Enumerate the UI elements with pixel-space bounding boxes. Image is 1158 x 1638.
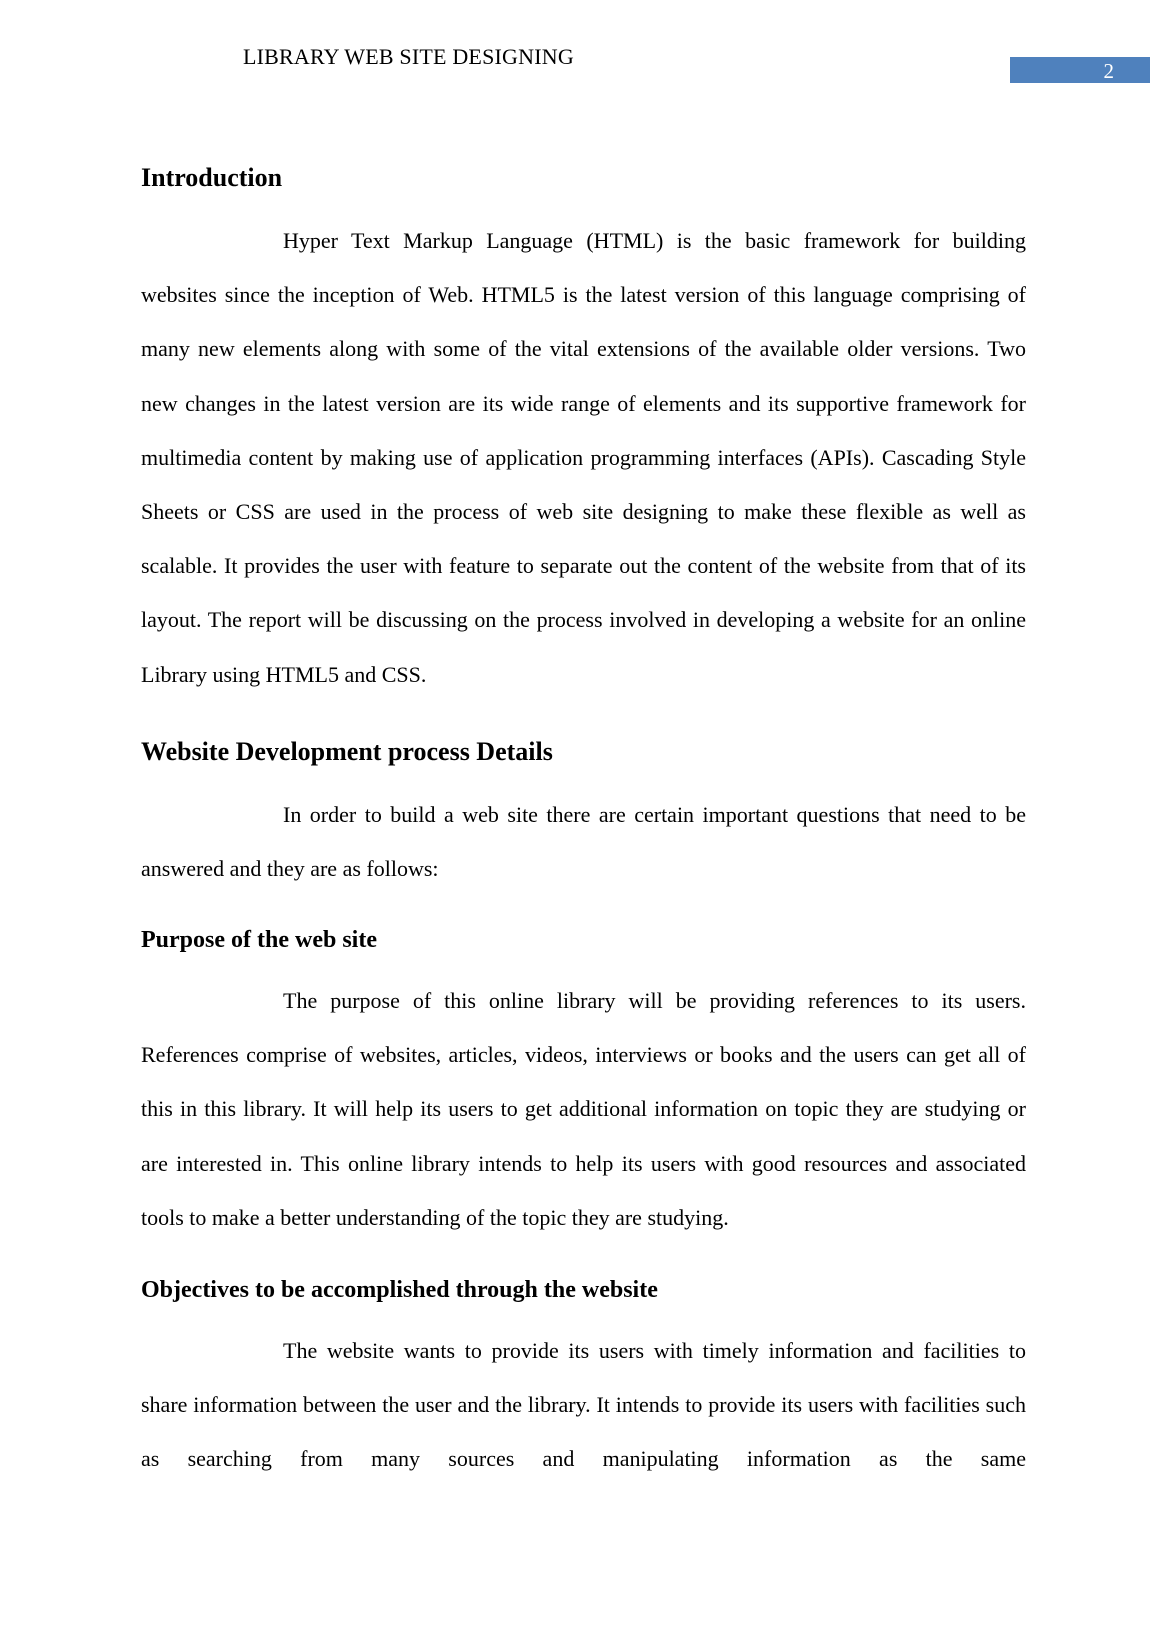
introduction-paragraph: Hyper Text Markup Language (HTML) is the basic framework for building websites since the inception of Web. HTML5 is the latest version of this language comprising of many new elements along with some of the vital extensions of the available older versions. Two new changes in the latest version are its wide range of elements and its supportive framework for multimedia content by making use of application programming interfaces (APIs). Cascading Style Sheets or CSS are used in the process of web site designing to make these flexible as well as scalable. It provides the user with feature to separate out the content of the website from that of its layout. The report will be discussing on the process involved in developing a website for an online Library using HTML5 and CSS. [141, 228, 1026, 687]
objectives-heading: Objectives to be accomplished through the website [141, 1277, 658, 1303]
development-paragraph: In order to build a web site there are certain important questions that need to be answered and they are as follows: [141, 802, 1026, 882]
introduction-heading: Introduction [141, 163, 283, 192]
purpose-paragraph: The purpose of this online library will be providing references to its users. References comprise of websites, articles, videos, interviews or books and the users can get all of this in this library. It will help its users to get additional information on topic they are studying or are interested in. This online library intends to help its users with good resources and associated tools to make a better understanding of the topic they are studying. [141, 988, 1026, 1230]
running-head: LIBRARY WEB SITE DESIGNING [243, 44, 574, 69]
page-number: 2 [1010, 57, 1150, 83]
development-heading: Website Development process Details [141, 737, 553, 766]
objectives-paragraph: The website wants to provide its users with timely information and facilities to share information between the user and the library. It intends to provide its users with facilities such as searching from many sources and manipulating information as the same [141, 1338, 1026, 1472]
purpose-heading: Purpose of the web site [141, 927, 377, 953]
